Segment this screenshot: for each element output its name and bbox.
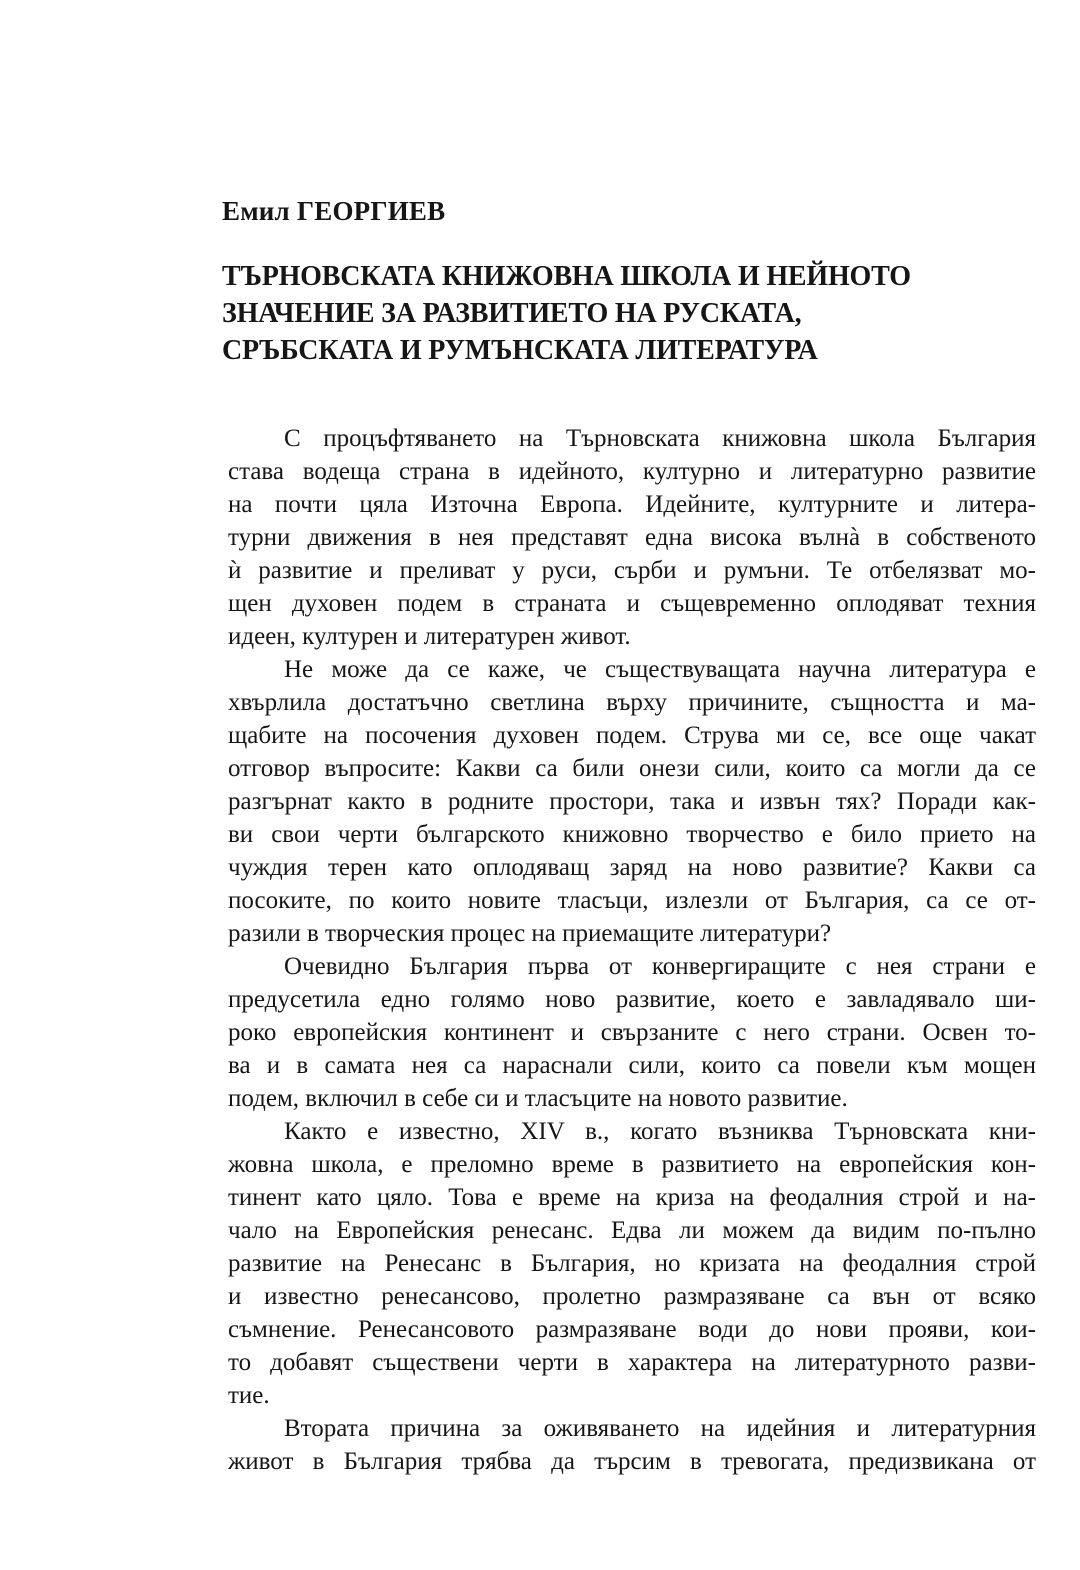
paragraph xyxy=(228,1412,1036,1478)
text-line: хвърлила достатъчно светлина върху причините, същността и ма- xyxy=(228,689,1036,716)
text-line: съмнение. Ренесансовото размразяване води до нови прояви, кои- xyxy=(228,1316,1036,1343)
text-line: Втората причина за оживяването на идейния и литературния xyxy=(284,1415,1036,1442)
author-name: Емил ГЕОРГИЕВ xyxy=(222,196,446,226)
text-line: чуждия терен като оплодяващ заряд на ново развитие? Какви са xyxy=(228,854,1036,881)
text-line: Не може да се каже, че съществуващата научна литература е xyxy=(284,656,1036,683)
text-line: турни движения в нея представят една висока вълнà в собственото xyxy=(228,524,1036,551)
text-line: развитие на Ренесанс в България, но кризата на феодалния строй xyxy=(228,1250,1036,1277)
text-line: жовна школа, е преломно време в развитието на европейския кон- xyxy=(228,1151,1036,1178)
text-line: тие. xyxy=(228,1382,270,1409)
text-line: идеен, културен и литературен живот. xyxy=(228,623,631,650)
text-line: чало на Европейския ренесанс. Едва ли можем да видим по-пълно xyxy=(228,1217,1036,1244)
text-line: щен духовен подем в страната и същевременно оплодяват техния xyxy=(228,590,1036,617)
text-line: щабите на посочения духовен подем. Струва ми се, все още чакат xyxy=(228,722,1036,749)
text-line: ви свои черти българското книжовно творчество е било прието на xyxy=(228,821,1036,848)
paragraph xyxy=(228,422,1036,653)
text-line: С процъфтяването на Търновската книжовна школа България xyxy=(284,425,1036,452)
text-line: разили в творческия процес на приемащите литератури? xyxy=(228,920,832,947)
paragraph xyxy=(228,950,1036,1115)
text-line: живот в България трябва да търсим в тревогата, предизвикана от xyxy=(228,1448,1036,1475)
text-line: подем, включил в себе си и тласъците на новото развитие. xyxy=(228,1085,848,1112)
paragraph xyxy=(228,653,1036,950)
text-line: става водеща страна в идейното, културно и литературно развитие xyxy=(228,458,1036,485)
text-line: Както е известно, XIV в., когато възниква Търновската кни- xyxy=(284,1118,1036,1145)
text-line: и известно ренесансово, пролетно размразяване са вън от всяко xyxy=(228,1283,1036,1310)
text-line: посоките, по които новите тласъци, излезли от България, са се от- xyxy=(228,887,1036,914)
paragraph xyxy=(228,1115,1036,1412)
text-line: Очевидно България първа от конвергиращите с нея страни е xyxy=(284,953,1036,980)
text-line: отговор въпросите: Какви са били онези сили, които са могли да се xyxy=(228,755,1036,782)
text-line: ѝ развитие и преливат у руси, сърби и румъни. Те отбелязват мо- xyxy=(228,557,1036,584)
article-body xyxy=(228,422,1036,1478)
title-line: ЗНАЧЕНИЕ ЗА РАЗВИТИЕТО НА РУСКАТА, xyxy=(222,298,802,329)
title-line: ТЪРНОВСКАТА КНИЖОВНА ШКОЛА И НЕЙНОТО xyxy=(222,261,911,292)
text-line: разгърнат както в родните простори, така и извън тях? Поради как- xyxy=(228,788,1036,815)
title-line: СРЪБСКАТА И РУМЪНСКАТА ЛИТЕРАТУРА xyxy=(222,335,818,366)
article-title xyxy=(222,258,1042,369)
text-line: ва и в самата нея са нараснали сили, които са повели към мощен xyxy=(228,1052,1036,1079)
text-line: то добавят съществени черти в характера на литературното разви- xyxy=(228,1349,1036,1376)
text-line: на почти цяла Източна Европа. Идейните, културните и литера- xyxy=(228,491,1036,518)
text-line: предусетила едно голямо ново развитие, което е завладявало ши- xyxy=(228,986,1036,1013)
text-line: тинент като цяло. Това е време на криза на феодалния строй и на- xyxy=(228,1184,1036,1211)
text-line: роко европейския континент и свързаните с него страни. Освен то- xyxy=(228,1019,1036,1046)
